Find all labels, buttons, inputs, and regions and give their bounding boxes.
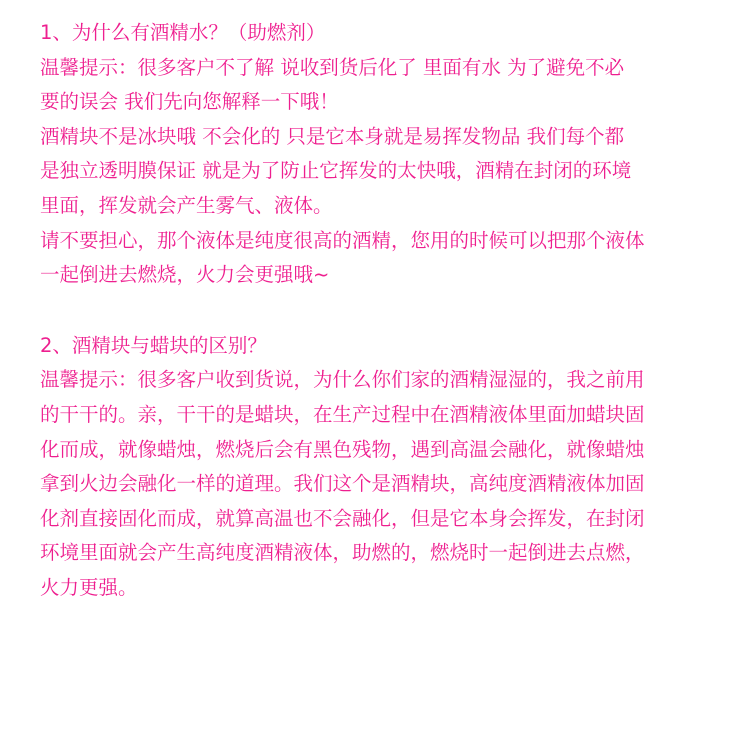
section-2-line-1: 温馨提示：很多客户收到货说，为什么你们家的酒精湿湿的，我之前用: [40, 368, 645, 392]
section-1-line-2: 要的误会 我们先向您解释一下哦！: [40, 90, 339, 114]
faq-section-1: [40, 16, 730, 293]
section-1-line-5: 里面，挥发就会产生雾气、液体。: [40, 193, 333, 217]
faq-document: [40, 16, 730, 606]
section-1-line-6: 请不要担心，那个液体是纯度很高的酒精，您用的时候可以把那个液体: [40, 228, 645, 252]
section-2-line-3: 化而成，就像蜡烛，燃烧后会有黑色残物，遇到高温会融化，就像蜡烛: [40, 437, 645, 461]
section-spacer: [40, 293, 730, 329]
section-2-line-6: 环境里面就会产生高纯度酒精液体，助燃的，燃烧时一起倒进去点燃，: [40, 541, 645, 565]
section-1-line-3: 酒精块不是冰块哦 不会化的 只是它本身就是易挥发物品 我们每个都: [40, 124, 625, 148]
section-1-line-1: 温馨提示：很多客户不了解 说收到货后化了 里面有水 为了避免不必: [40, 55, 625, 79]
section-1-line-7: 一起倒进去燃烧，火力会更强哦~: [40, 263, 330, 287]
section-2-heading: 2、酒精块与蜡块的区别？: [40, 333, 267, 357]
section-1-line-4: 是独立透明膜保证 就是为了防止它挥发的太快哦，酒精在封闭的环境: [40, 159, 632, 183]
section-2-line-4: 拿到火边会融化一样的道理。我们这个是酒精块，高纯度酒精液体加固: [40, 472, 645, 496]
section-2-line-5: 化剂直接固化而成，就算高温也不会融化，但是它本身会挥发，在封闭: [40, 506, 645, 530]
faq-section-2: [40, 329, 730, 606]
section-1-heading: 1、为什么有酒精水？（助燃剂）: [40, 21, 326, 44]
section-2-line-7: 火力更强。: [40, 575, 138, 599]
section-2-line-2: 的干干的。亲，干干的是蜡块，在生产过程中在酒精液体里面加蜡块固: [40, 402, 645, 426]
